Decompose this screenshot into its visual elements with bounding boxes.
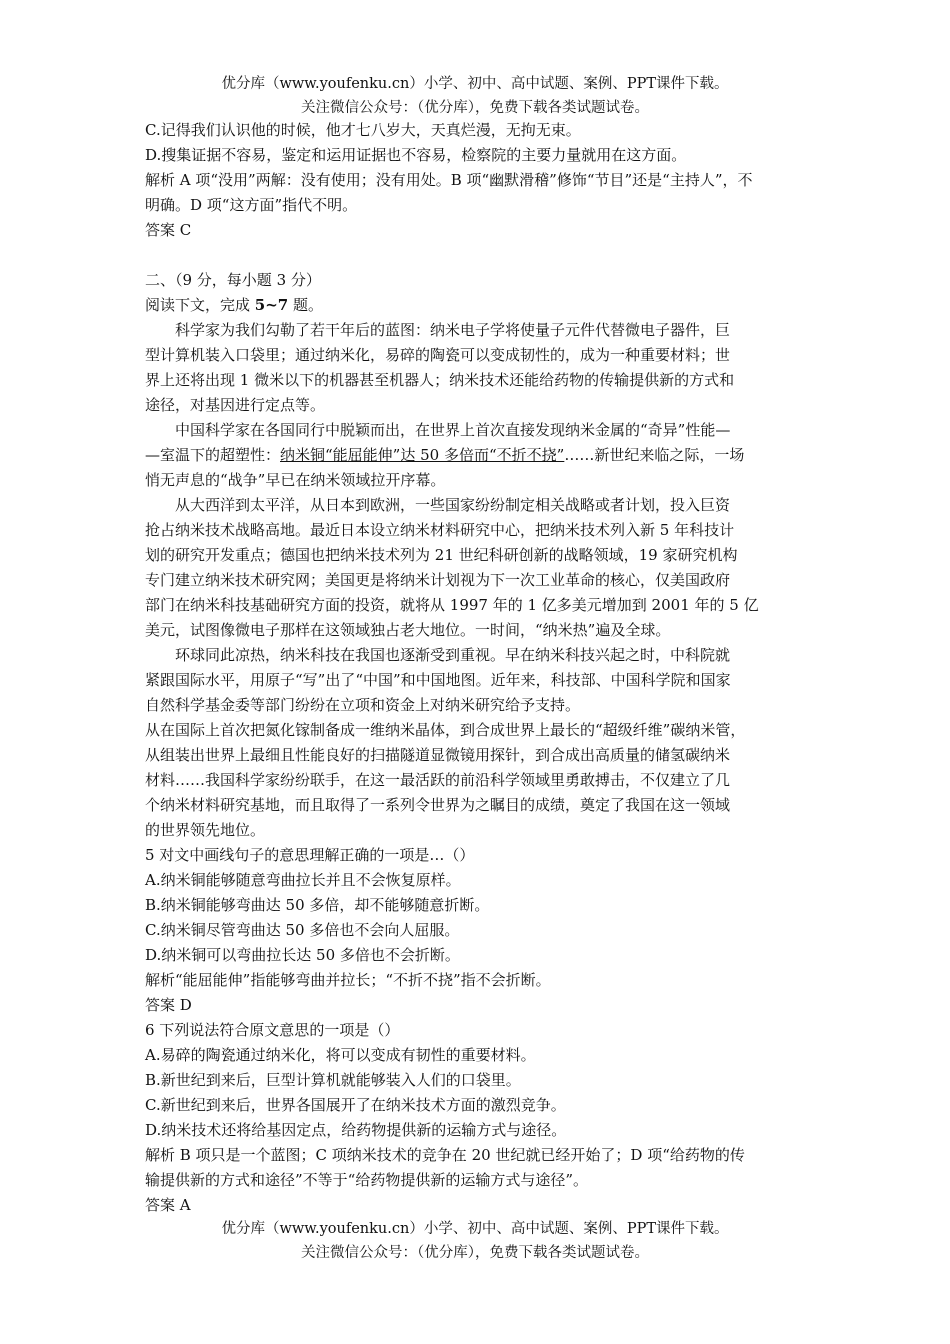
passage-line: 自然科学基金委等部门纷纷在立项和资金上对纳米研究给予支持。 xyxy=(145,696,581,714)
passage-paragraph-2 xyxy=(145,418,813,493)
passage-text: ……新世纪来临之际，一场 xyxy=(564,446,745,464)
question-6 xyxy=(145,1018,813,1218)
option-b: B.新世纪到来后，巨型计算机就能够装入人们的口袋里。 xyxy=(145,1071,521,1089)
option-c: C.纳米铜尽管弯曲达 50 多倍也不会向人屈服。 xyxy=(145,921,460,939)
header-line-2: 关注微信公众号：（优分库），免费下载各类试题试卷。 xyxy=(301,100,649,116)
section-instruction xyxy=(145,293,813,318)
passage-line: 专门建立纳米技术研究网；美国更是将纳米计划视为下一次工业革命的核心，仅美国政府 xyxy=(145,571,731,589)
prev-option-d: D.搜集证据不容易，鉴定和运用证据也不容易，检察院的主要力量就用在这方面。 xyxy=(145,146,687,164)
analysis: 解析“能屈能伸”指能够弯曲并拉长；“不折不挠”指不会折断。 xyxy=(145,971,551,989)
passage-line: 从大西洋到太平洋，从日本到欧洲，一些国家纷纷制定相关战略或者计划，投入巨资 xyxy=(175,496,731,514)
option-c: C.新世纪到来后，世界各国展开了在纳米技术方面的激烈竞争。 xyxy=(145,1096,566,1114)
instruction-text-end: 题。 xyxy=(288,296,324,314)
header-line-1: 优分库（www.youfenku.cn）小学、初中、高中试题、案例、PPT课件下载。 xyxy=(221,76,729,92)
option-a: A.易碎的陶瓷通过纳米化，将可以变成有韧性的重要材料。 xyxy=(145,1046,536,1064)
prev-analysis-line-2: 明确。D 项“这方面”指代不明。 xyxy=(145,196,358,214)
instruction-text: 阅读下文，完成 xyxy=(145,296,255,314)
page-footer xyxy=(0,1217,950,1265)
page-header xyxy=(0,72,950,120)
footer-line-2: 关注微信公众号：（优分库），免费下载各类试题试卷。 xyxy=(301,1245,649,1261)
prev-analysis-line-1: 解析 A 项“没用”两解：没有使用；没有用处。B 项“幽默滑稽”修饰“节目”还是“主持人”，不 xyxy=(145,171,753,189)
question-stem: 5 对文中画线句子的意思理解正确的一项是…（） xyxy=(145,846,475,864)
passage-line: 划的研究开发重点；德国也把纳米技术列为 21 世纪科研创新的战略领域，19 家研究机构 xyxy=(145,546,738,564)
passage-paragraph-3 xyxy=(145,493,813,643)
option-d: D.纳米技术还将给基因定点，给药物提供新的运输方式与途径。 xyxy=(145,1121,567,1139)
document-body xyxy=(145,118,813,1218)
option-a: A.纳米铜能够随意弯曲拉长并且不会恢复原样。 xyxy=(145,871,461,889)
footer-line-1: 优分库（www.youfenku.cn）小学、初中、高中试题、案例、PPT课件下载。 xyxy=(221,1221,729,1237)
option-d: D.纳米铜可以弯曲拉长达 50 多倍也不会折断。 xyxy=(145,946,460,964)
passage-line: 个纳米材料研究基地，而且取得了一系列令世界为之瞩目的成绩，奠定了我国在这一领域 xyxy=(145,796,731,814)
passage-line: 紧跟国际水平，用原子“写”出了“中国”和中国地图。近年来，科技部、中国科学院和国家 xyxy=(145,671,731,689)
passage-line: 的世界领先地位。 xyxy=(145,821,266,839)
question-stem: 6 下列说法符合原文意思的一项是（） xyxy=(145,1021,400,1039)
option-b: B.纳米铜能够弯曲达 50 多倍，却不能够随意折断。 xyxy=(145,896,490,914)
underlined-sentence: 纳米铜“能屈能伸”达 50 多倍而“不折不挠” xyxy=(280,446,565,464)
passage-line: 美元，试图像微电子那样在这领域独占老大地位。一时间，“纳米热”遍及全球。 xyxy=(145,621,671,639)
answer: 答案 D xyxy=(145,996,192,1014)
passage-line: 科学家为我们勾勒了若干年后的蓝图：纳米电子学将使量子元件代替微电子器件，巨 xyxy=(175,321,731,339)
analysis-line-1: 解析 B 项只是一个蓝图；C 项纳米技术的竞争在 20 世纪就已经开始了；D 项“给药物的传 xyxy=(145,1146,745,1164)
passage-line: 从组装出世界上最细且性能良好的扫描隧道显微镜用探针，到合成出高质量的储氢碳纳米 xyxy=(145,746,731,764)
prev-option-c: C.记得我们认识他的时候，他才七八岁大，天真烂漫，无拘无束。 xyxy=(145,121,581,139)
passage-line xyxy=(145,443,813,468)
passage-line: 部门在纳米科技基础研究方面的投资，就将从 1997 年的 1 亿多美元增加到 2001 年的 5 亿 xyxy=(145,596,759,614)
passage-line: 型计算机装入口袋里；通过纳米化，易碎的陶瓷可以变成韧性的，成为一种重要材料；世 xyxy=(145,346,731,364)
prev-answer: 答案 C xyxy=(145,221,192,239)
instruction-range: 5~7 xyxy=(254,296,289,314)
question-5 xyxy=(145,843,813,1018)
passage-paragraph-4 xyxy=(145,643,813,718)
passage-text: —室温下的超塑性： xyxy=(145,446,281,464)
analysis-line-2: 输提供新的方式和途径”不等于“给药物提供新的运输方式与途径”。 xyxy=(145,1171,589,1189)
passage-line: 中国科学家在各国同行中脱颖而出，在世界上首次直接发现纳米金属的“奇异”性能— xyxy=(175,421,731,439)
passage-line: 抢占纳米技术战略高地。最近日本设立纳米材料研究中心，把纳米技术列入新 5 年科技计 xyxy=(145,521,735,539)
section-title: 二、（9 分，每小题 3 分） xyxy=(145,271,321,289)
answer: 答案 A xyxy=(145,1196,191,1214)
passage-line: 途径，对基因进行定点等。 xyxy=(145,396,326,414)
passage-line: 环球同此凉热，纳米科技在我国也逐渐受到重视。早在纳米科技兴起之时，中科院就 xyxy=(175,646,731,664)
passage-paragraph-1 xyxy=(145,318,813,418)
passage-line: 界上还将出现 1 微米以下的机器甚至机器人；纳米技术还能给药物的传输提供新的方式和 xyxy=(145,371,735,389)
passage-line: 悄无声息的“战争”早已在纳米领域拉开序幕。 xyxy=(145,471,446,489)
passage-paragraph-5 xyxy=(145,718,813,843)
spacer xyxy=(145,243,813,268)
passage-line: 从在国际上首次把氮化镓制备成一维纳米晶体，到合成世界上最长的“超级纤维”碳纳米管， xyxy=(145,721,746,739)
passage-line: 材料……我国科学家纷纷联手，在这一最活跃的前沿科学领域里勇敢搏击，不仅建立了几 xyxy=(145,771,731,789)
